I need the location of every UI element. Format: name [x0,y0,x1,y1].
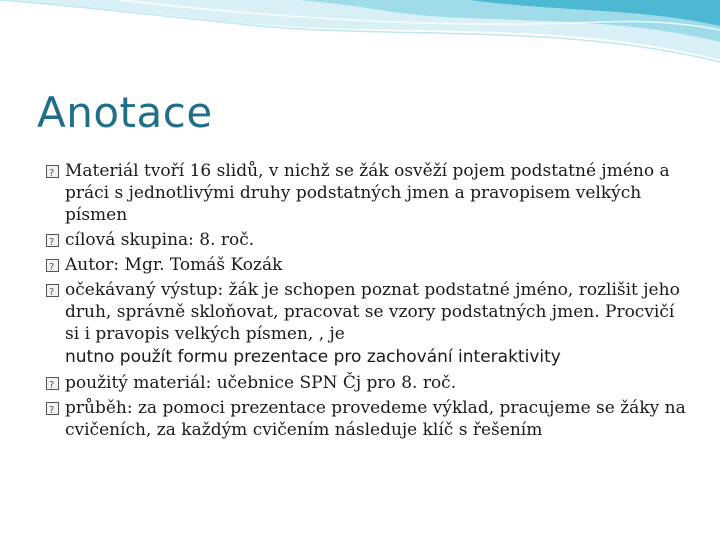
list-item-text: cílová skupina: 8. roč. [65,230,255,250]
bullet-icon [46,284,59,297]
list-item [46,229,686,251]
decorative-banner [0,0,720,80]
list-item-continuation: nutno použít formu prezentace pro zachování interaktivity [65,347,561,367]
annotation-list [46,160,686,444]
list-item-text: použitý materiál: učebnice SPN Čj pro 8. roč. [65,373,457,393]
list-item [46,254,686,276]
list-item-text: průběh: za pomoci prezentace provedeme výklad, pracujeme se žáky na cvičeních, za každým cvičením následuje klíč s řešením [65,398,686,440]
list-item-text: očekávaný výstup: žák je schopen poznat podstatné jméno, rozlišit jeho druh, správně skloňovat, pracovat se vzory podstatných jmen. Procvičí si i pravopis velkých písmen, , je [65,280,680,344]
bullet-icon [46,165,59,178]
bullet-icon [46,402,59,415]
list-item [46,372,686,394]
bullet-icon [46,377,59,390]
list-item-text: Autor: Mgr. Tomáš Kozák [65,255,283,275]
list-item [46,279,686,369]
list-item-text: Materiál tvoří 16 slidů, v nichž se žák osvěží pojem podstatné jméno a práci s jednotlivými druhy podstatných jmen a pravopisem velkých písmen [65,161,670,225]
bullet-icon [46,234,59,247]
slide-title: Anotace [37,88,213,137]
list-item [46,160,686,226]
list-item [46,397,686,441]
bullet-icon [46,259,59,272]
